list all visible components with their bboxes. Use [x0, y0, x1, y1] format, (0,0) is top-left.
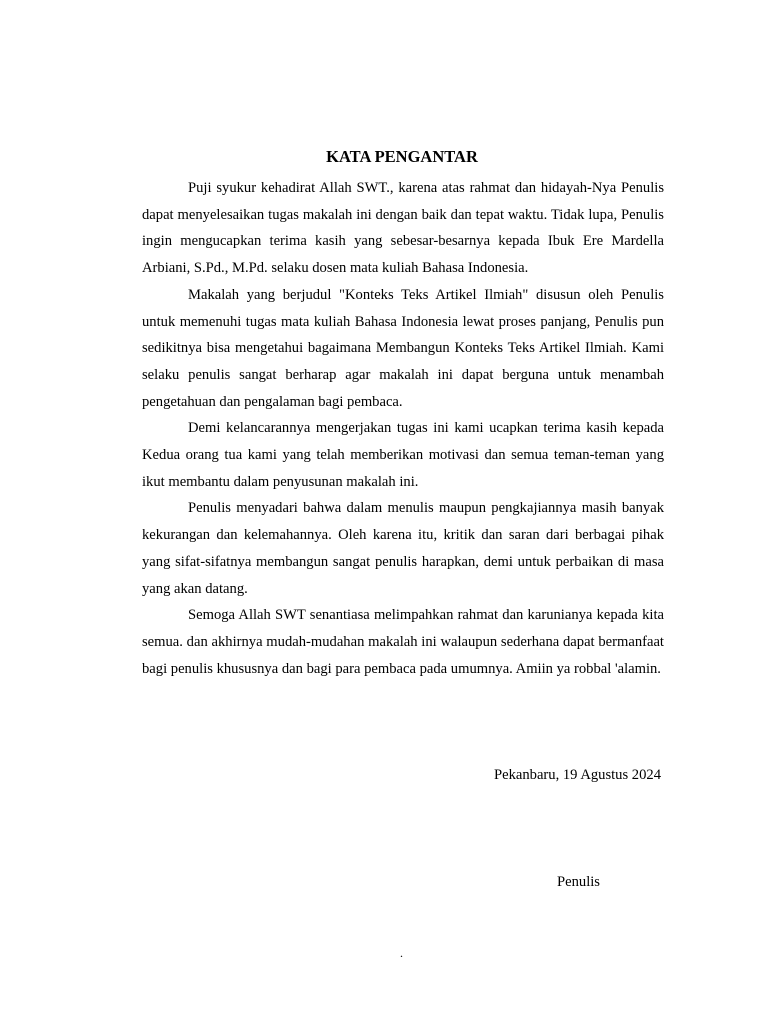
paragraph-4: Penulis menyadari bahwa dalam menulis maupun pengkajiannya masih banyak kekurangan dan kelemahannya. Oleh karena itu, kritik dan saran dari berbagai pihak yang sifat-sifatnya membangun sangat penulis harapkan, demi untuk perbaikan di masa yang akan datang. [142, 500, 664, 597]
page-marker: . [400, 946, 403, 960]
paragraph-3: Demi kelancarannya mengerjakan tugas ini kami ucapkan terima kasih kepada Kedua orang tua kami yang telah memberikan motivasi dan semua teman-teman yang ikut membantu dalam penyusunan makalah ini. [142, 420, 664, 490]
paragraph-1: Puji syukur kehadirat Allah SWT., karena atas rahmat dan hidayah-Nya Penulis dapat menyelesaikan tugas makalah ini dengan baik dan tepat waktu. Tidak lupa, Penulis ingin mengucapkan terima kasih yang sebesar-besarnya kepada Ibuk Ere Mardella Arbiani, S.Pd., M.Pd. selaku dosen mata kuliah Bahasa Indonesia. [142, 180, 664, 277]
paragraph-5: Semoga Allah SWT senantiasa melimpahkan rahmat dan karunianya kepada kita semua. dan akhirnya mudah-mudahan makalah ini walaupun sederhana dapat bermanfaat bagi penulis khususnya dan bagi para pembaca pada umumnya. Amiin ya robbal 'alamin. [142, 607, 664, 677]
paragraph-2: Makalah yang berjudul "Konteks Teks Artikel Ilmiah" disusun oleh Penulis untuk memenuhi tugas mata kuliah Bahasa Indonesia lewat proses panjang, Penulis pun sedikitnya bisa mengetahui bagaimana Membangun Konteks Teks Artikel Ilmiah. Kami selaku penulis sangat berharap agar makalah ini dapat berguna untuk menambah pengetahuan dan pengalaman bagi pembaca. [142, 286, 664, 410]
signature: Penulis [557, 874, 600, 890]
place-date: Pekanbaru, 19 Agustus 2024 [493, 767, 661, 783]
page-title: KATA PENGANTAR [326, 147, 478, 166]
body-text [142, 175, 664, 682]
